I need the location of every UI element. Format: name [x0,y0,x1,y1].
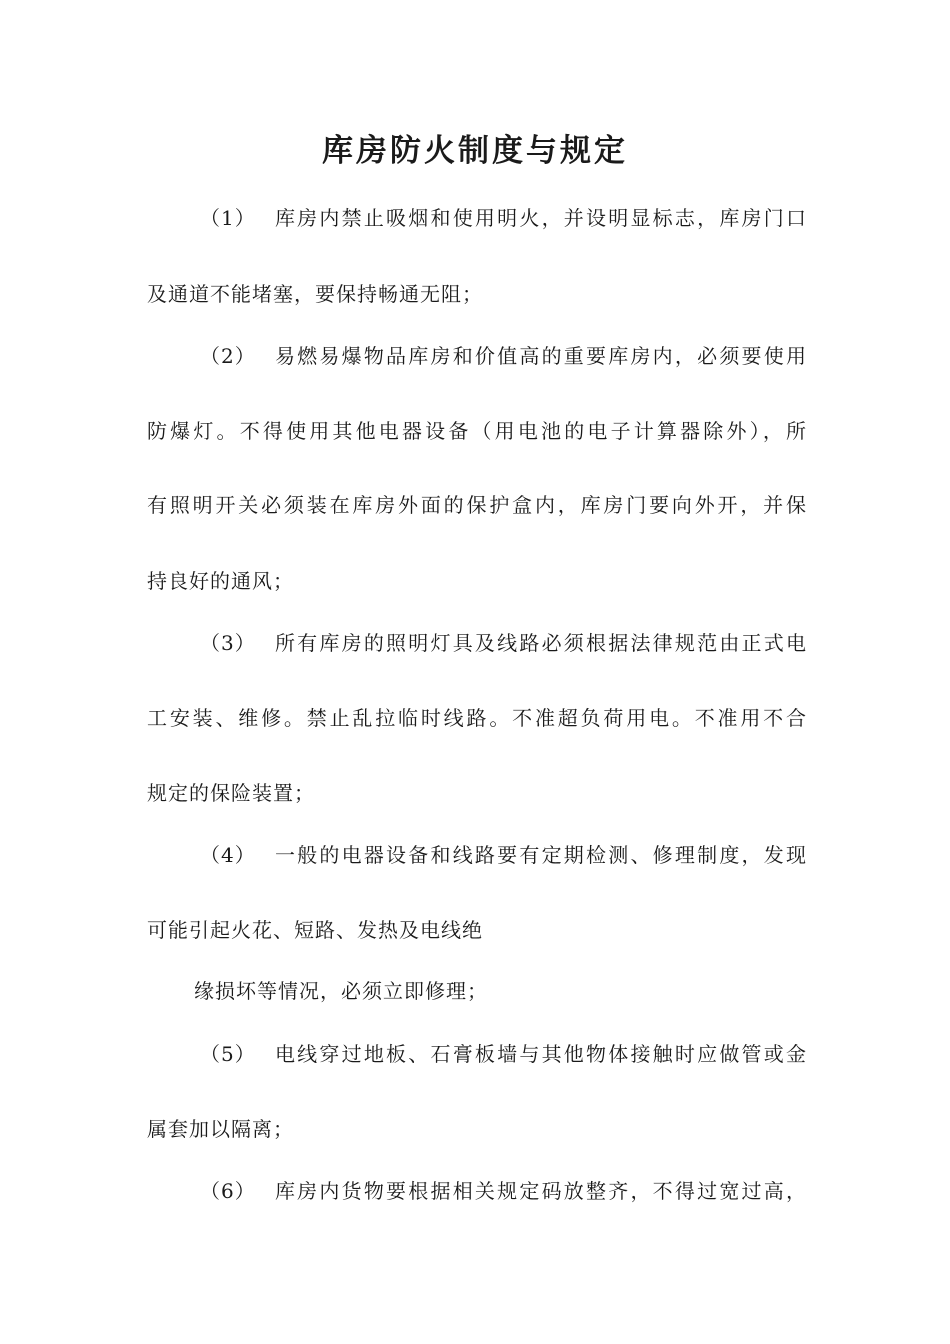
item-number: （4） [200,843,256,867]
line-text: 有照明开关必须装在库房外面的保护盒内，库房门要向外开，并保 [147,493,807,517]
line-text: 库房内禁止吸烟和使用明火，并设明显标志，库房门口 [273,206,807,230]
line-text: 规定的保险装置； [147,781,315,805]
paragraph-line [147,915,483,945]
line-text: 易燃易爆物品库房和价值高的重要库房内，必须要使用 [273,344,807,368]
item-number: （6） [200,1179,256,1203]
paragraph-line [147,1114,294,1144]
line-text: 持良好的通风； [147,569,294,593]
item-number: （1） [200,206,256,230]
line-text: 库房内货物要根据相关规定码放整齐，不得过宽过高， [273,1179,807,1203]
item-number: （3） [200,631,256,655]
line-text: 所有库房的照明灯具及线路必须根据法律规范由正式电 [273,631,807,655]
item-number: （2） [200,344,256,368]
paragraph-line [200,840,807,870]
paragraph-line [194,976,488,1006]
paragraph-line [200,1176,807,1206]
paragraph-line [200,203,807,233]
line-text: 可能引起火花、短路、发热及电线绝 [147,918,483,942]
page-title: 库房防火制度与规定 [322,133,628,169]
paragraph-line [200,341,807,371]
line-text: 电线穿过地板、石膏板墙与其他物体接触时应做管或金 [273,1042,807,1066]
item-number: （5） [200,1042,256,1066]
paragraph-line [147,703,807,733]
line-text: 工安装、维修。禁止乱拉临时线路。不准超负荷用电。不准用不合 [147,706,807,730]
paragraph-line [147,279,483,309]
paragraph-line [200,1039,807,1069]
paragraph-line [147,490,807,520]
paragraph-line [147,778,315,808]
paragraph-line [147,416,807,446]
paragraph-line [147,566,294,596]
line-text: 及通道不能堵塞，要保持畅通无阻； [147,282,483,306]
line-text: 防爆灯。不得使用其他电器设备（用电池的电子计算器除外），所 [147,419,807,443]
line-text: 属套加以隔离； [147,1117,294,1141]
line-text: 缘损坏等情况，必须立即修理； [194,979,488,1003]
line-text: 一般的电器设备和线路要有定期检测、修理制度，发现 [273,843,807,867]
paragraph-line [200,628,807,658]
